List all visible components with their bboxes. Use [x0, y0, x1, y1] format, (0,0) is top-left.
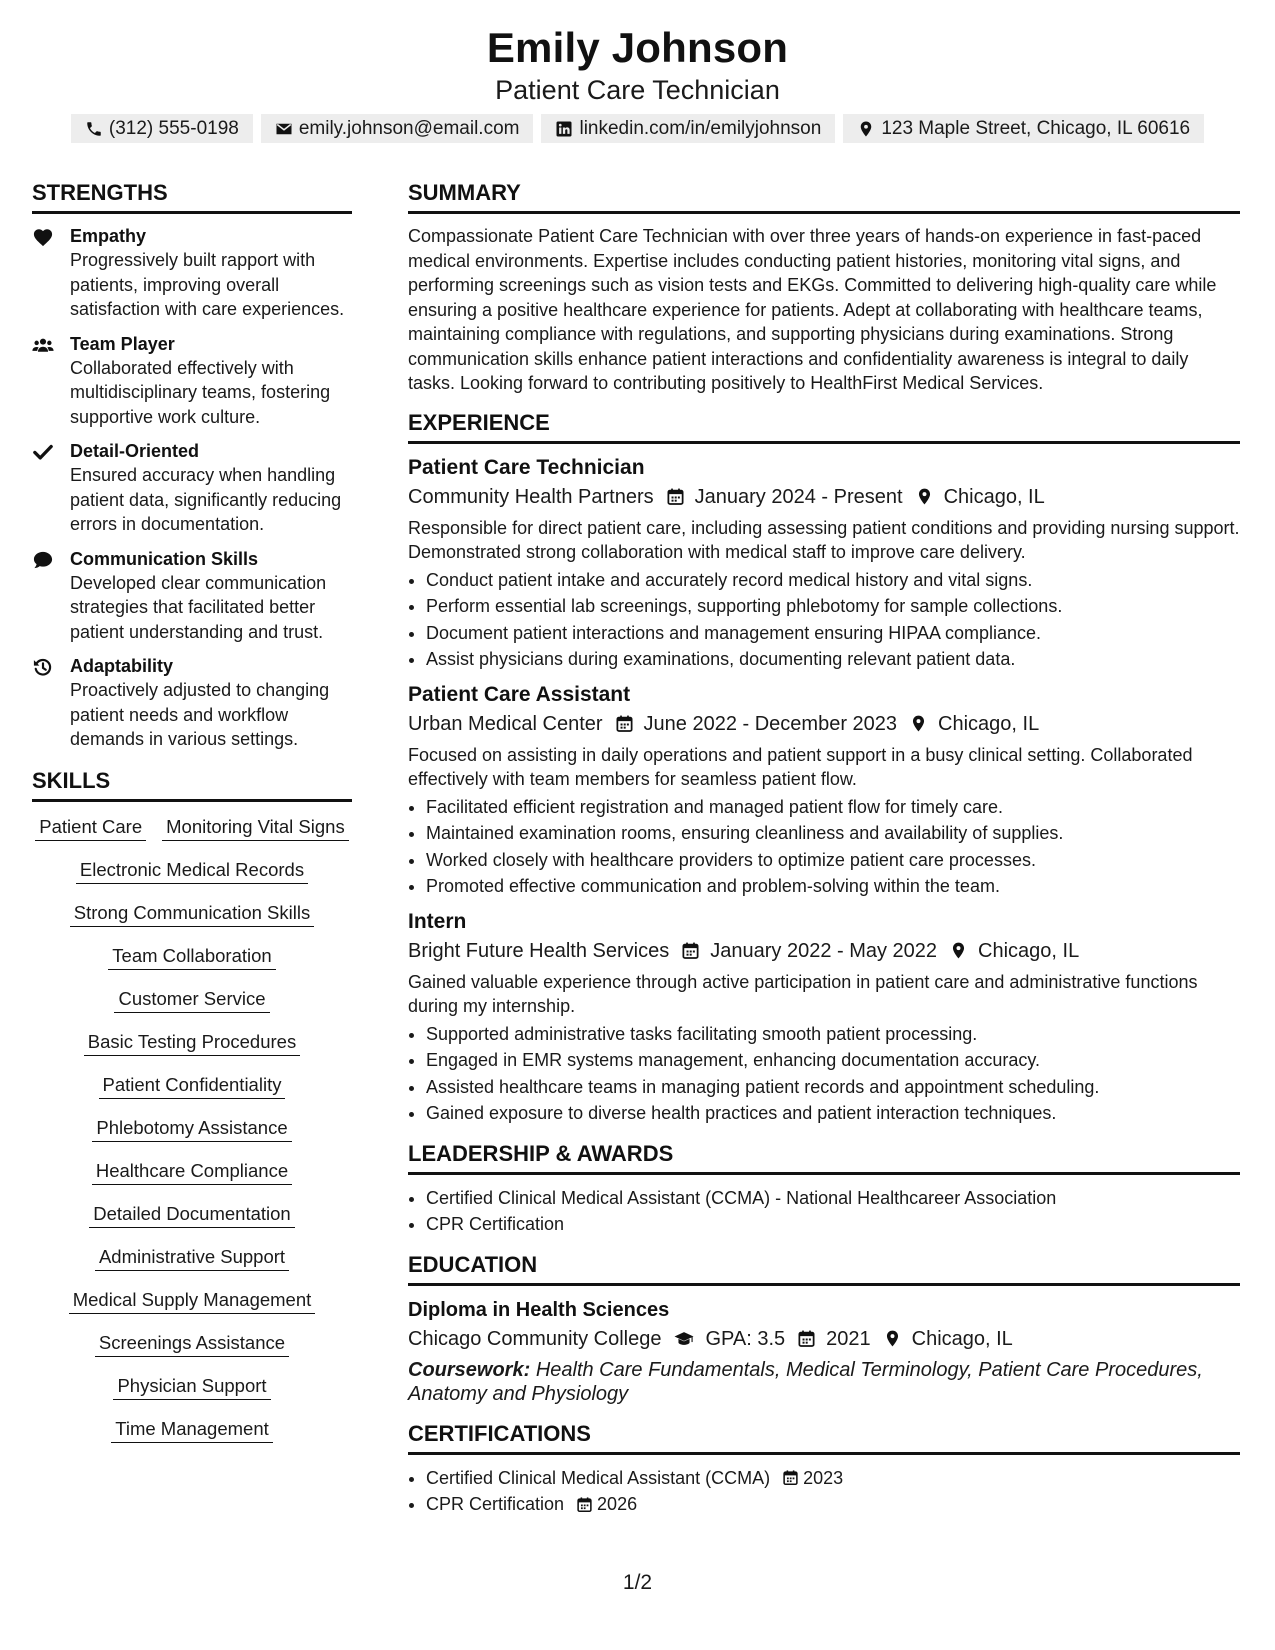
skill-tag: Strong Communication Skills	[70, 900, 314, 927]
skill-tag: Physician Support	[113, 1373, 270, 1400]
job-location: Chicago, IL	[978, 939, 1080, 962]
skill-tag: Patient Care	[35, 814, 146, 841]
job-entry	[408, 681, 1240, 900]
education-location: Chicago, IL	[911, 1327, 1013, 1350]
skill-tag: Detailed Documentation	[89, 1201, 294, 1228]
strength-name: Adaptability	[70, 656, 174, 676]
certifications-section	[408, 1419, 1240, 1518]
location-pin-icon	[857, 120, 875, 138]
certifications-heading: CERTIFICATIONS	[408, 1419, 1240, 1455]
speech-bubble-icon	[32, 550, 54, 570]
contact-address	[843, 114, 1204, 143]
job-description: Responsible for direct patient care, including assessing patient conditions and providing nursing support. Demonstrated strong collaboration with medical staff to improve care delivery.	[408, 517, 1240, 562]
job-dates: June 2022 - December 2023	[643, 712, 898, 735]
strength-desc: Proactively adjusted to changing patient needs and workflow demands in various settings.	[70, 680, 330, 749]
job-description: Focused on assisting in daily operations and patient support in a busy clinical setting. Collaborated effectively with team members for seamless patient flow.	[408, 744, 1193, 789]
education-school: Chicago Community College	[408, 1327, 662, 1350]
job-company: Community Health Partners	[408, 485, 654, 508]
skill-tag: Administrative Support	[95, 1244, 289, 1271]
strength-name: Empathy	[70, 226, 147, 246]
strength-name: Communication Skills	[70, 548, 259, 569]
skill-tag: Healthcare Compliance	[92, 1158, 292, 1185]
job-bullets	[408, 567, 1240, 673]
certification-item	[426, 1465, 1240, 1492]
education-year: 2021	[826, 1327, 871, 1350]
linkedin-icon	[555, 120, 573, 138]
job-bullet: • Assist physicians during examinations, documenting relevant patient data.	[426, 646, 1240, 673]
contact-bar	[0, 114, 1275, 143]
calendar-icon	[782, 1469, 799, 1486]
envelope-icon	[275, 120, 293, 138]
experience-section	[408, 408, 1240, 1127]
job-meta	[408, 936, 1240, 966]
heart-icon	[32, 227, 54, 247]
skill-tag: Customer Service	[114, 986, 269, 1013]
job-bullet: • Assisted healthcare teams in managing patient records and appointment scheduling.	[426, 1074, 1240, 1101]
strength-item	[32, 224, 352, 322]
certification-year: 2026	[597, 1494, 638, 1514]
contact-email-text: emily.johnson@email.com	[298, 118, 520, 139]
calendar-icon	[615, 714, 634, 733]
contact-linkedin-text: linkedin.com/in/emilyjohnson	[579, 118, 822, 139]
users-icon	[32, 335, 54, 355]
job-bullet: • Worked closely with healthcare providers to optimize patient care processes.	[426, 847, 1240, 874]
strengths-heading: STRENGTHS	[32, 178, 352, 214]
resume-header	[0, 22, 1275, 143]
strength-desc: Progressively built rapport with patients, improving overall satisfaction with care experiences.	[70, 250, 345, 319]
certification-name: • Certified Clinical Medical Assistant (CCMA)	[426, 1467, 771, 1488]
location-pin-icon	[949, 941, 968, 960]
job-bullet: • Perform essential lab screenings, supporting phlebotomy for sample collections.	[426, 593, 1240, 620]
page-number: 1/2	[622, 1571, 653, 1594]
leadership-heading: LEADERSHIP & AWARDS	[408, 1139, 1240, 1175]
calendar-icon	[681, 941, 700, 960]
summary-heading: SUMMARY	[408, 178, 1240, 214]
job-bullets	[408, 1021, 1240, 1127]
coursework-text: Health Care Fundamentals, Medical Terminology, Patient Care Procedures, Anatomy and Physiology	[408, 1358, 1203, 1405]
skill-tag: Patient Confidentiality	[99, 1072, 286, 1099]
contact-phone[interactable]	[71, 114, 253, 143]
skills-heading: SKILLS	[32, 766, 352, 802]
strength-item	[32, 439, 352, 537]
certification-item	[426, 1491, 1240, 1518]
candidate-name: Emily Johnson	[486, 24, 789, 71]
job-bullet: • Document patient interactions and management ensuring HIPAA compliance.	[426, 620, 1240, 647]
education-heading: EDUCATION	[408, 1250, 1240, 1286]
skill-tag: Basic Testing Procedures	[84, 1029, 300, 1056]
skill-tag: Team Collaboration	[108, 943, 275, 970]
education-meta	[408, 1324, 1240, 1354]
job-description: Gained valuable experience through active participation in patient care and administrative functions during my internship.	[408, 971, 1198, 1016]
job-meta	[408, 709, 1240, 739]
job-company: Urban Medical Center	[408, 712, 603, 735]
education-section	[408, 1250, 1240, 1407]
job-bullet: • Supported administrative tasks facilitating smooth patient processing.	[426, 1021, 1240, 1048]
history-icon	[32, 657, 54, 677]
calendar-icon	[576, 1496, 593, 1513]
skill-tag: Screenings Assistance	[95, 1330, 289, 1357]
job-dates: January 2024 - Present	[694, 485, 903, 508]
leadership-list	[408, 1185, 1240, 1238]
checkmark-icon	[32, 442, 54, 462]
coursework-label: Coursework:	[408, 1358, 531, 1381]
education-coursework	[408, 1358, 1240, 1407]
job-entry	[408, 454, 1240, 673]
calendar-icon	[666, 487, 685, 506]
job-title: Patient Care Assistant	[408, 682, 631, 706]
skill-tag: Electronic Medical Records	[76, 857, 308, 884]
graduation-cap-icon	[673, 1329, 695, 1348]
skill-tag: Medical Supply Management	[69, 1287, 316, 1314]
summary-text: Compassionate Patient Care Technician with over three years of hands-on experience in fast-paced medical environments. Expertise includes conducting patient histories, monitoring vital signs, and performing screenings such as vision tests and EKGs. Committed to delivering high-quality care while ensuring a positive healthcare experience for patients. Adept at collaborating with healthcare teams, maintaining compliance with regulations, and supporting physicians during examinations. Strong communication skills enhance patient interactions and confidentiality awareness is integral to daily tasks. Looking forward to contributing positively to HealthFirst Medical Services.	[408, 226, 1217, 393]
strength-desc: Developed clear communication strategies that facilitated better patient understanding and trust.	[70, 572, 327, 642]
education-degree: Diploma in Health Sciences	[408, 1298, 670, 1321]
strength-item	[32, 547, 352, 645]
leadership-item: • Certified Clinical Medical Assistant (CCMA) - National Healthcareer Association	[426, 1185, 1240, 1212]
job-bullet: • Maintained examination rooms, ensuring cleanliness and availability of supplies.	[426, 820, 1240, 847]
left-column	[32, 178, 352, 1443]
job-bullets	[408, 794, 1240, 900]
job-bullet: • Conduct patient intake and accurately record medical history and vital signs.	[426, 567, 1240, 594]
job-company: Bright Future Health Services	[408, 939, 670, 962]
summary-section	[408, 178, 1240, 396]
job-bullet: • Gained exposure to diverse health practices and patient interaction techniques.	[426, 1100, 1240, 1127]
strength-item	[32, 332, 352, 430]
candidate-title: Patient Care Technician	[495, 75, 780, 105]
job-bullet: • Promoted effective communication and problem-solving within the team.	[426, 873, 1240, 900]
job-meta	[408, 482, 1240, 512]
job-bullet: • Engaged in EMR systems management, enhancing documentation accuracy.	[426, 1047, 1240, 1074]
job-entry	[408, 908, 1240, 1127]
strength-name: Team Player	[70, 333, 175, 354]
education-gpa: GPA: 3.5	[705, 1327, 786, 1350]
strength-desc: Ensured accuracy when handling patient data, significantly reducing errors in documentation.	[70, 465, 342, 534]
certifications-list	[408, 1465, 1240, 1518]
contact-address-text: 123 Maple Street, Chicago, IL 60616	[881, 118, 1191, 139]
skill-tag: Monitoring Vital Signs	[162, 814, 349, 841]
right-column	[408, 178, 1240, 1530]
calendar-icon	[797, 1329, 816, 1348]
phone-icon	[85, 120, 103, 138]
job-title: Patient Care Technician	[408, 455, 645, 479]
contact-email[interactable]	[261, 114, 534, 143]
strength-item	[32, 654, 352, 752]
certification-year: 2023	[803, 1467, 844, 1488]
job-location: Chicago, IL	[943, 485, 1045, 508]
location-pin-icon	[915, 487, 934, 506]
job-dates: January 2022 - May 2022	[710, 939, 938, 962]
job-title: Intern	[408, 909, 467, 933]
skill-tag: Phlebotomy Assistance	[92, 1115, 291, 1142]
location-pin-icon	[909, 714, 928, 733]
experience-heading: EXPERIENCE	[408, 408, 1240, 444]
strength-desc: Collaborated effectively with multidisciplinary teams, fostering supportive work culture.	[70, 357, 331, 427]
contact-phone-text: (312) 555-0198	[108, 118, 239, 139]
certification-name: • CPR Certification	[426, 1494, 565, 1514]
leadership-section	[408, 1139, 1240, 1238]
job-bullet: • Facilitated efficient registration and managed patient flow for timely care.	[426, 794, 1240, 821]
skill-tag: Time Management	[111, 1416, 273, 1443]
job-location: Chicago, IL	[938, 712, 1040, 735]
skills-list	[32, 814, 352, 1443]
strength-name: Detail-Oriented	[70, 441, 200, 461]
leadership-item: • CPR Certification	[426, 1211, 1240, 1238]
location-pin-icon	[883, 1329, 902, 1348]
contact-linkedin[interactable]	[541, 114, 835, 143]
